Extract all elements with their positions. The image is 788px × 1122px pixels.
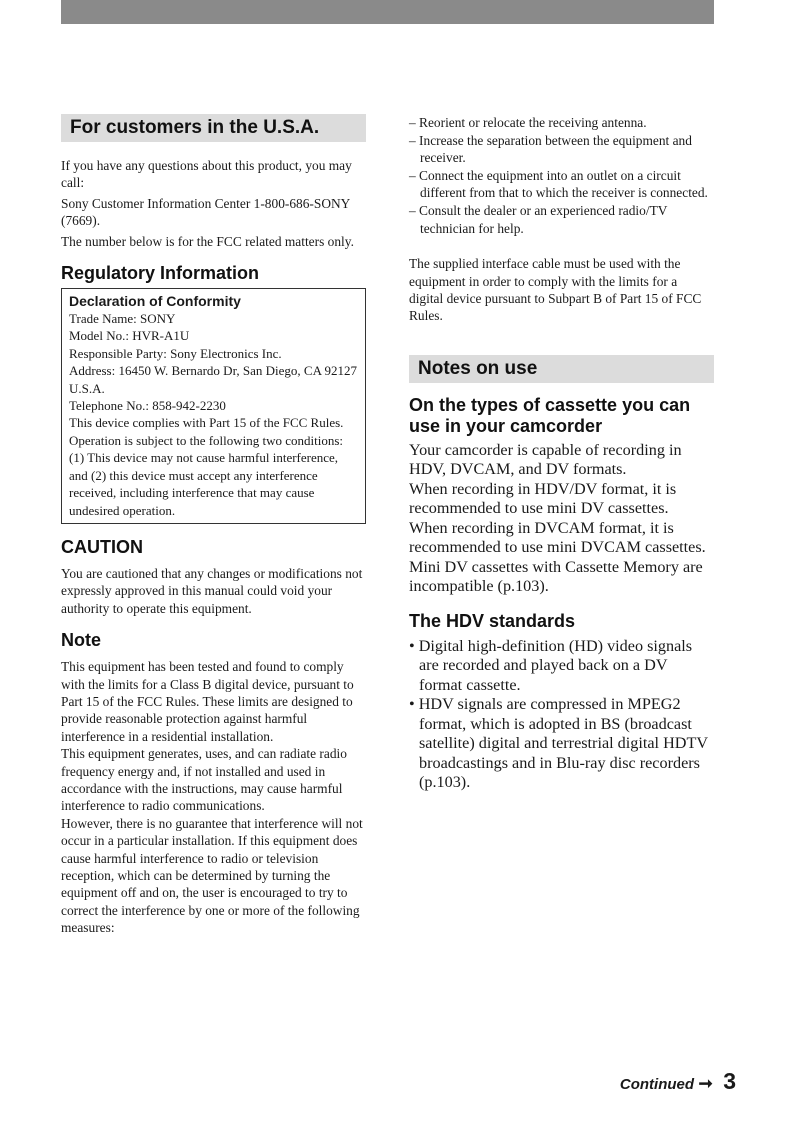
section-heading-notes-on-use: Notes on use <box>409 355 714 383</box>
customers-paragraph-1: If you have any questions about this product, you may call: <box>61 158 352 191</box>
note-paragraph-2: This equipment generates, uses, and can radiate radio frequency energy and, if not installed and used in accordance with the instructions, may cause harmful interference to radio communications. <box>61 746 347 814</box>
declaration-line: Telephone No.: 858-942-2230 <box>69 398 226 414</box>
list-item: • HDV signals are compressed in MPEG2 format, which is adopted in BS (broadcast satellite) digital and terrestrial digital HDTV broadcastings and in Blu-ray disc recorders (p.103). <box>409 695 714 793</box>
declaration-line: Trade Name: SONY <box>69 311 176 327</box>
list-item: – Connect the equipment into an outlet on a circuit different from that to which the receiver is connected. <box>409 167 714 202</box>
declaration-line: (1) This device may not cause harmful interference, and (2) this device must accept any interference received, including interference that may cause undesired operation. <box>69 450 339 518</box>
interface-cable-note: The supplied interface cable must be used with the equipment in order to comply with the limits for a digital device pursuant to Subpart B of Part 15 of FCC Rules. <box>409 256 702 324</box>
list-item: – Increase the separation between the equipment and receiver. <box>409 132 714 167</box>
note-heading: Note <box>61 630 101 651</box>
list-item: – Reorient or relocate the receiving antenna. <box>409 114 714 132</box>
right-column <box>409 114 714 793</box>
regulatory-information-heading: Regulatory Information <box>61 263 260 284</box>
list-item: • Digital high-definition (HD) video signals are recorded and played back on a DV format cassette. <box>409 637 714 696</box>
hdv-standards-list <box>409 637 714 793</box>
cassette-types-heading: On the types of cassette you can use in your camcorder <box>409 394 691 436</box>
declaration-line: Address: 16450 W. Bernardo Dr, San Diego, CA 92127 U.S.A. <box>69 363 357 396</box>
continued-label: Continued <box>619 1076 695 1093</box>
top-header-bar <box>61 0 714 24</box>
note-paragraph-3: However, there is no guarantee that interference will not occur in a particular installation. If this equipment does cause harmful interference to radio or television reception, which can be determined by turning the equipment off and on, the user is encouraged to try to correct the interference by one or more of the following measures: <box>61 815 363 936</box>
section-heading-customers-usa: For customers in the U.S.A. <box>61 114 366 142</box>
note-paragraph-1: This equipment has been tested and found to comply with the limits for a Class B digital device, pursuant to Part 15 of the FCC Rules. These limits are designed to provide reasonable protection against harmful interference in a residential installation. <box>61 659 354 744</box>
page-footer <box>620 1068 736 1095</box>
declaration-line: Model No.: HVR-A1U <box>69 328 190 344</box>
cassette-line: When recording in DVCAM format, it is recommended to use mini DVCAM cassettes. <box>409 518 706 557</box>
declaration-title: Declaration of Conformity <box>69 293 241 310</box>
left-column <box>61 114 366 937</box>
cassette-line: Mini DV cassettes with Cassette Memory are incompatible (p.103). <box>409 557 703 596</box>
cassette-info <box>409 441 714 597</box>
caution-text: You are cautioned that any changes or modifications not expressly approved in this manual could void your authority to operate this equipment. <box>61 565 363 616</box>
hdv-standards-heading: The HDV standards <box>409 610 576 631</box>
declaration-line: This device complies with Part 15 of the FCC Rules. <box>69 415 344 431</box>
customers-paragraph-2: Sony Customer Information Center 1-800-686-SONY (7669). <box>61 195 350 229</box>
page-number: 3 <box>723 1068 736 1094</box>
customers-paragraph-3: The number below is for the FCC related matters only. <box>61 233 354 249</box>
declaration-line: Responsible Party: Sony Electronics Inc. <box>69 345 282 361</box>
declaration-of-conformity-box <box>61 288 366 524</box>
interference-measures-list <box>409 114 714 237</box>
cassette-line: Your camcorder is capable of recording in HDV, DVCAM, and DV formats. <box>409 440 682 479</box>
caution-heading: CAUTION <box>61 536 143 557</box>
right-arrow-icon: ➞ <box>698 1074 713 1093</box>
declaration-line: Operation is subject to the following two conditions: <box>69 432 344 448</box>
cassette-line: When recording in HDV/DV format, it is recommended to use mini DV cassettes. <box>409 479 677 518</box>
list-item: – Consult the dealer or an experienced radio/TV technician for help. <box>409 202 714 237</box>
